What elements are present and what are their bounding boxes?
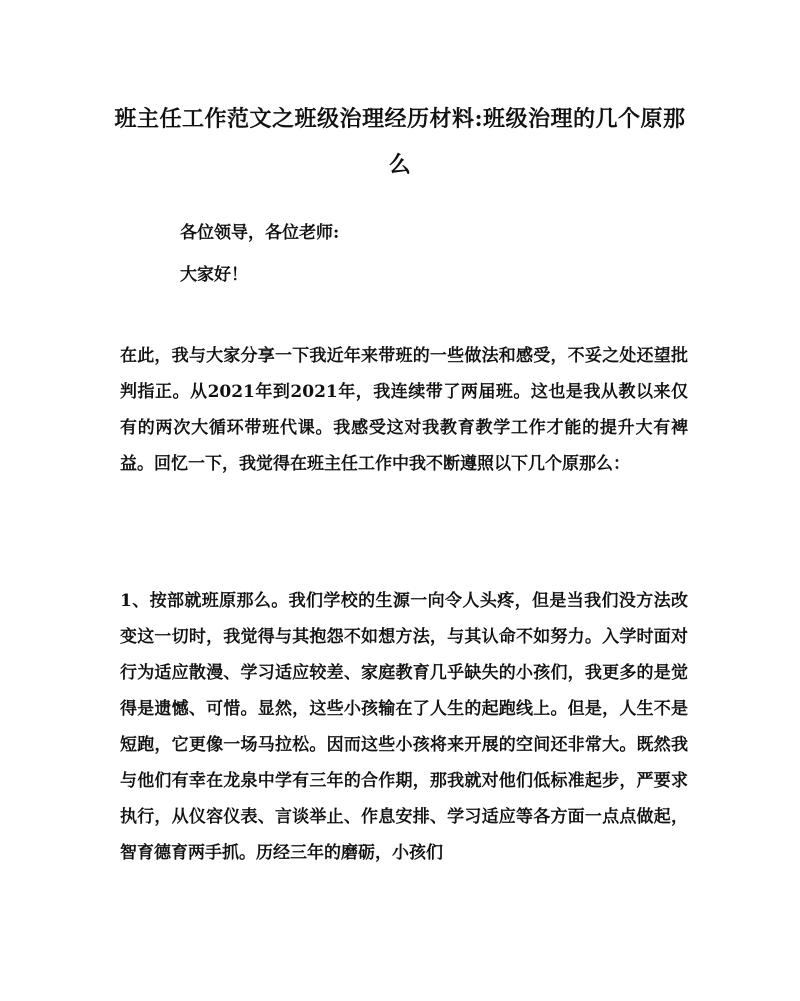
greeting-line: 各位领导，各位老师: bbox=[180, 223, 340, 243]
paragraph: 1、按部就班原那么。我们学校的生源一向令人头疼，但是当我们没方法改变这一切时，我觉得与其抱怨不如想方法，与其认命不如努力。入学时面对行为适应散漫、学习适应较差、家庭教育几乎缺失的小孩们，我更多的是觉得是遗憾、可惜。显然，这些小孩输在了人生的起跑线上。但是，人生不是短跑，它更像一场马拉松。因而这些小孩将来开展的空间还非常大。既然我与他们有幸在龙泉中学有三年的合作期，那我就对他们低标准起步，严要求执行，从仪容仪表、言谈举止、作息安排、学习适应等各方面一点点做起，智育德育两手抓。历经三年的磨砺，小孩们 bbox=[120, 591, 688, 863]
greeting-line: 大家好！ bbox=[180, 265, 248, 285]
paragraph: 在此，我与大家分享一下我近年来带班的一些做法和感受，不妥之处还望批判指正。从2021年到2021年，我连续带了两届班。这也是我从教以来仅有的两次大循环带班代课。我感受这对我教育教学工作才能的提升大有裨益。回忆一下，我觉得在班主任工作中我不断遵照以下几个原那么： bbox=[120, 346, 688, 474]
document-title: 班主任工作范文之班级治理经历材料:班级治理的几个原那么 bbox=[114, 106, 686, 178]
